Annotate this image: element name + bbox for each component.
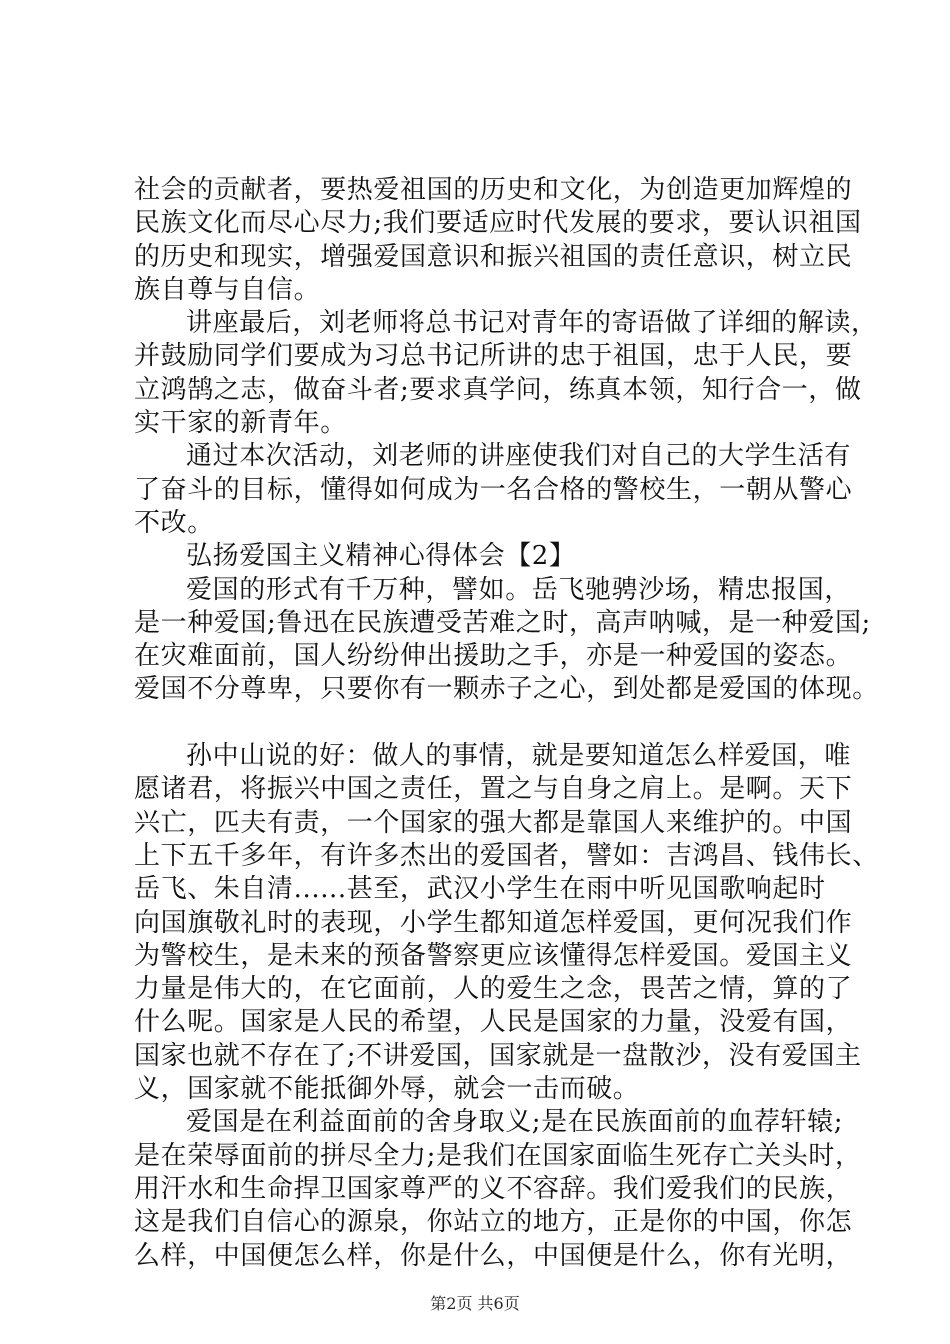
text-line: 孙中山说的好：做人的事情，就是要知道怎么样爱国，唯 [186, 741, 852, 772]
text-line: 愿诸君，将振兴中国之责任，置之与自身之肩上。是啊。天下 [134, 774, 853, 805]
text-line: 不改。 [134, 507, 214, 538]
text-line: 社会的贡献者，要热爱祖国的历史和文化，为创造更加辉煌的 [134, 175, 853, 205]
text-line: 实干家的新青年。 [134, 408, 347, 439]
page-number-label: 第2页 共6页 [430, 1294, 520, 1313]
text-line: 是在荣辱面前的拼尽全力;是我们在国家面临生死存亡关头时， [134, 1140, 862, 1171]
text-line: 为警校生，是未来的预备警察更应该懂得怎样爱国。爱国主义 [134, 940, 853, 971]
text-line: 国家也就不存在了;不讲爱国，国家就是一盘散沙，没有爱国主 [134, 1040, 862, 1071]
text-line: 义，国家就不能抵御外辱，就会一击而破。 [134, 1074, 640, 1105]
text-line: 上下五千多年，有许多杰出的爱国者，譬如：吉鸿昌、钱伟长、 [134, 840, 879, 871]
text-line: 爱国是在利益面前的舍身取义;是在民族面前的血荐轩辕; [186, 1107, 844, 1138]
text-line: 族自尊与自信。 [134, 274, 321, 305]
text-line: 民族文化而尽心尽力;我们要适应时代发展的要求，要认识祖国 [134, 208, 862, 239]
text-line: 讲座最后，刘老师将总书记对青年的寄语做了详细的解读， [186, 308, 878, 339]
text-line: 什么呢。国家是人民的希望，人民是国家的力量，没爱有国， [134, 1007, 853, 1038]
text-line: 爱国的形式有千万种，譬如。岳飞驰骋沙场，精忠报国， [186, 574, 852, 605]
text-line: 兴亡，匹夫有责，一个国家的强大都是靠国人来维护的。中国 [134, 807, 853, 838]
document-body [134, 174, 879, 1273]
text-line: 的历史和现实，增强爱国意识和振兴祖国的责任意识，树立民 [134, 241, 853, 272]
text-line: 在灾难面前，国人纷纷伸出援助之手，亦是一种爱国的姿态。 [134, 641, 853, 672]
text-line: 了奋斗的目标，懂得如何成为一名合格的警校生，一朝从警心 [134, 474, 853, 505]
text-line: 么样，中国便怎么样，你是什么，中国便是什么，你有光明， [134, 1240, 853, 1271]
text-line: 向国旗敬礼时的表现，小学生都知道怎样爱国，更何况我们作 [134, 907, 853, 938]
text-line: 用汗水和生命捍卫国家尊严的义不容辞。我们爱我们的民族， [134, 1173, 853, 1204]
text-line: 弘扬爱国主义精神心得体会【2】 [186, 541, 576, 572]
text-line: 爱国不分尊卑，只要你有一颗赤子之心，到处都是爱国的体现。 [134, 674, 879, 705]
text-line: 力量是伟大的，在它面前，人的爱生之念，畏苦之情，算的了 [134, 974, 853, 1005]
text-line: 这是我们自信心的源泉，你站立的地方，正是你的中国，你怎 [134, 1207, 853, 1238]
page-footer [0, 1294, 950, 1314]
text-line: 并鼓励同学们要成为习总书记所讲的忠于祖国，忠于人民，要 [134, 341, 853, 372]
text-line: 通过本次活动，刘老师的讲座使我们对自己的大学生活有 [186, 441, 852, 472]
text-line: 立鸿鹄之志，做奋斗者;要求真学问，练真本领，知行合一，做 [134, 374, 862, 405]
text-line: 是一种爱国;鲁迅在民族遭受苦难之时，高声呐喊，是一种爱国; [134, 607, 871, 638]
text-line [134, 707, 854, 740]
text-line: 岳飞、朱自清......甚至，武汉小学生在雨中听见国歌响起时 [134, 874, 826, 905]
